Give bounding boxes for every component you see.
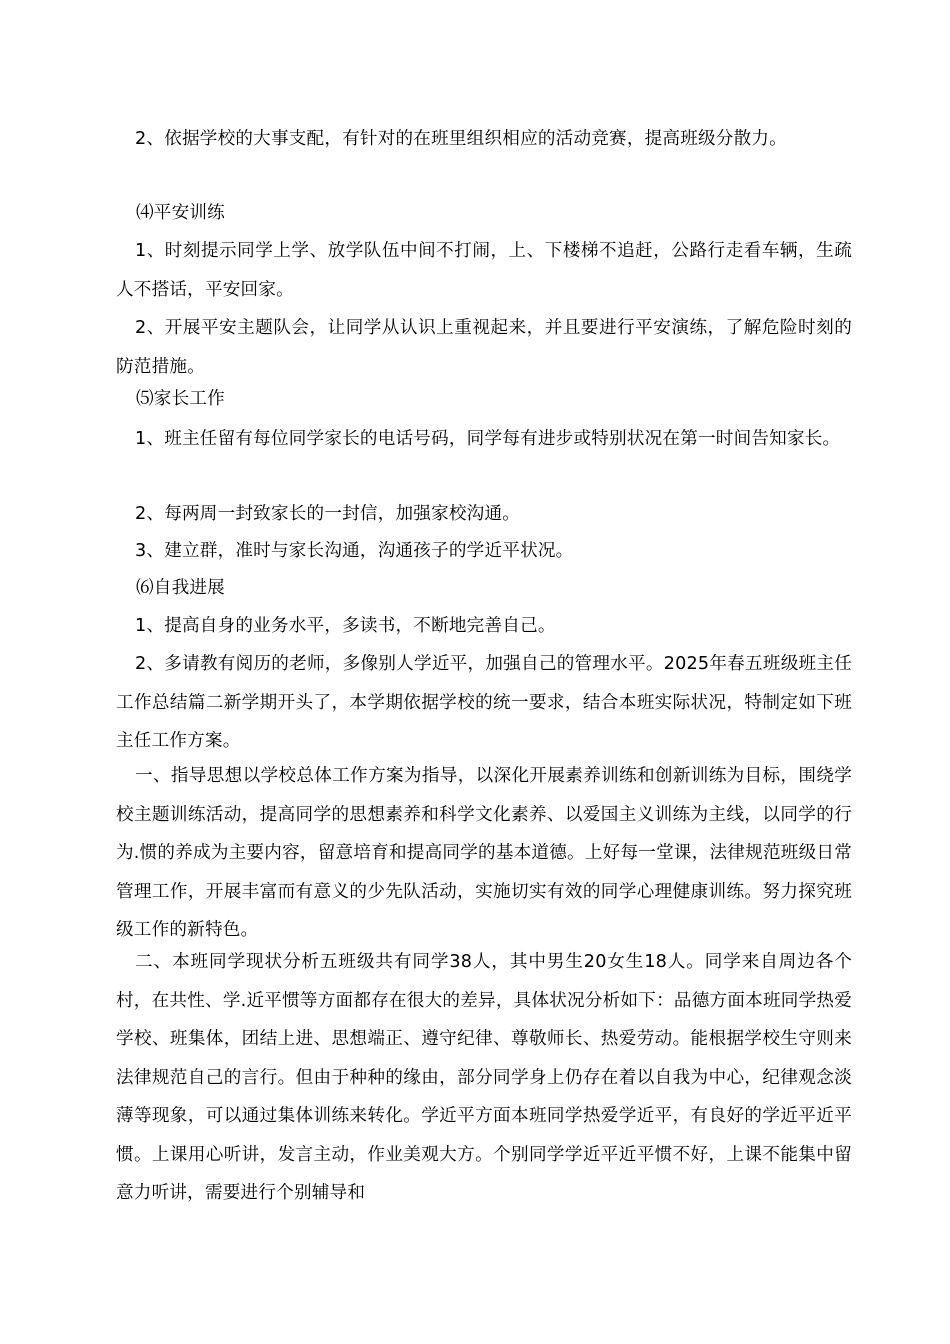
heading-self-development: ⑹自我进展 <box>136 578 225 598</box>
heading-parent-work: ⑸家长工作 <box>136 389 225 409</box>
paragraph-class-analysis: 二、本班同学现状分析五班级共有同学38人，其中男生20女生18人。同学来自周边各个村，在共性、学.近平惯等方面都存在很大的差异，具体状况分析如下：品德方面本班同学热爱学校、班集体，团结上进、思想端正、遵守纪律、尊敬师长、热爱劳动。能根据学校生守则来法律规范自己的言行。但由于种种的缘由，部分同学身上仍存在着以自我为中心，纪律观念淡薄等现象，可以通过集体训练来转化。学近平方面本班同学热爱学近平，有良好的学近平近平惯。上课用心听讲，发言主动，作业美观大方。个别同学学近平近平惯不好，上课不能集中留意力听讲，需要进行个别辅导和 <box>116 952 852 1203</box>
paragraph-self-1: 1、提高自身的业务水平，多读书，不断地完善自己。 <box>135 616 556 636</box>
paragraph-self-2: 2、多请教有阅历的老师，多像别人学近平，加强自己的管理水平。2025年春五班级班主任工作总结篇二新学期开头了，本学期依据学校的统一要求，结合本班实际状况，特制定如下班主任工作方案。 <box>116 654 852 751</box>
heading-safety-training: ⑷平安训练 <box>136 203 225 223</box>
paragraph-parent-3: 3、建立群，准时与家长沟通，沟通孩子的学近平状况。 <box>135 541 574 561</box>
paragraph-parent-2: 2、每两周一封致家长的一封信，加强家校沟通。 <box>135 504 521 524</box>
paragraph-safety-1: 1、时刻提示同学上学、放学队伍中间不打闹，上、下楼梯不追赶，公路行走看车辆，生疏人不搭话，平安回家。 <box>116 241 852 300</box>
paragraph-safety-2: 2、开展平安主题队会，让同学从认识上重视起来，并且要进行平安演练，了解危险时刻的防范措施。 <box>116 318 852 377</box>
paragraph-guiding-thought: 一、指导思想以学校总体工作方案为指导，以深化开展素养训练和创新训练为目标，围绕学校主题训练活动，提高同学的思想素养和科学文化素养、以爱国主义训练为主线，以同学的行为.惯的养成为主要内容，留意培育和提高同学的基本道德。上好每一堂课，法律规范班级日常管理工作，开展丰富而有意义的少先队活动，实施切实有效的同学心理健康训练。努力探究班级工作的新特色。 <box>116 766 852 940</box>
paragraph-activities: 2、依据学校的大事支配，有针对的在班里组织相应的活动竞赛，提高班级分散力。 <box>135 129 787 149</box>
paragraph-parent-1: 1、班主任留有每位同学家长的电话号码，同学每有进步或特别状况在第一时间告知家长。 <box>135 429 841 449</box>
